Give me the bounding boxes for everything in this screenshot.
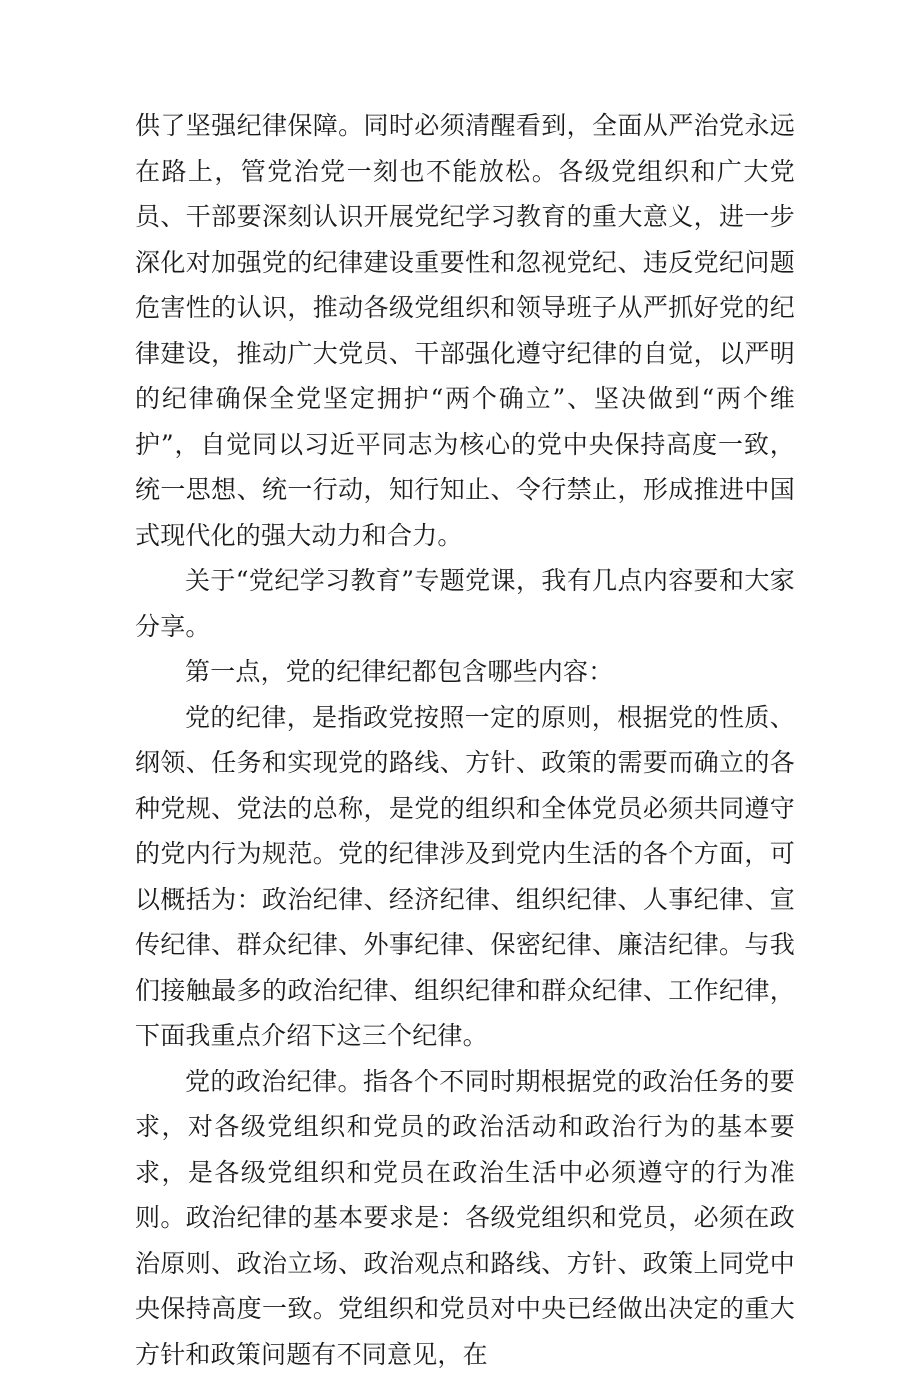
- paragraph-party-discipline-definition: 党的纪律，是指政党按照一定的原则，根据党的性质、纲领、任务和实现党的路线、方针、政策的需要而确立的各种党规、党法的总称，是党的组织和全体党员必须共同遵守的党内行为规范。党的纪律涉及到党内生活的各个方面，可以概括为：政治纪律、经济纪律、组织纪律、人事纪律、宣传纪律、群众纪律、外事纪律、保密纪律、廉洁纪律。与我们接触最多的政治纪律、组织纪律和群众纪律、工作纪律，下面我重点介绍下这三个纪律。: [135, 695, 795, 1059]
- document-body: [135, 103, 795, 1377]
- paragraph-first-point: 第一点，党的纪律纪都包含哪些内容：: [135, 649, 795, 695]
- paragraph-lecture-intro: 关于“党纪学习教育”专题党课，我有几点内容要和大家分享。: [135, 558, 795, 649]
- paragraph-discipline-guarantee: 供了坚强纪律保障。同时必须清醒看到，全面从严治党永远在路上，管党治党一刻也不能放松。各级党组织和广大党员、干部要深刻认识开展党纪学习教育的重大意义，进一步深化对加强党的纪律建设重要性和忽视党纪、违反党纪问题危害性的认识，推动各级党组织和领导班子从严抓好党的纪律建设，推动广大党员、干部强化遵守纪律的自觉，以严明的纪律确保全党坚定拥护“两个确立”、坚决做到“两个维护”，自觉同以习近平同志为核心的党中央保持高度一致，统一思想、统一行动，知行知止、令行禁止，形成推进中国式现代化的强大动力和合力。: [135, 103, 795, 558]
- paragraph-political-discipline: 党的政治纪律。指各个不同时期根据党的政治任务的要求，对各级党组织和党员的政治活动和政治行为的基本要求，是各级党组织和党员在政治生活中必须遵守的行为准则。政治纪律的基本要求是：各级党组织和党员，必须在政治原则、政治立场、政治观点和路线、方针、政策上同党中央保持高度一致。党组织和党员对中央已经做出决定的重大方针和政策问题有不同意见，在: [135, 1059, 795, 1377]
